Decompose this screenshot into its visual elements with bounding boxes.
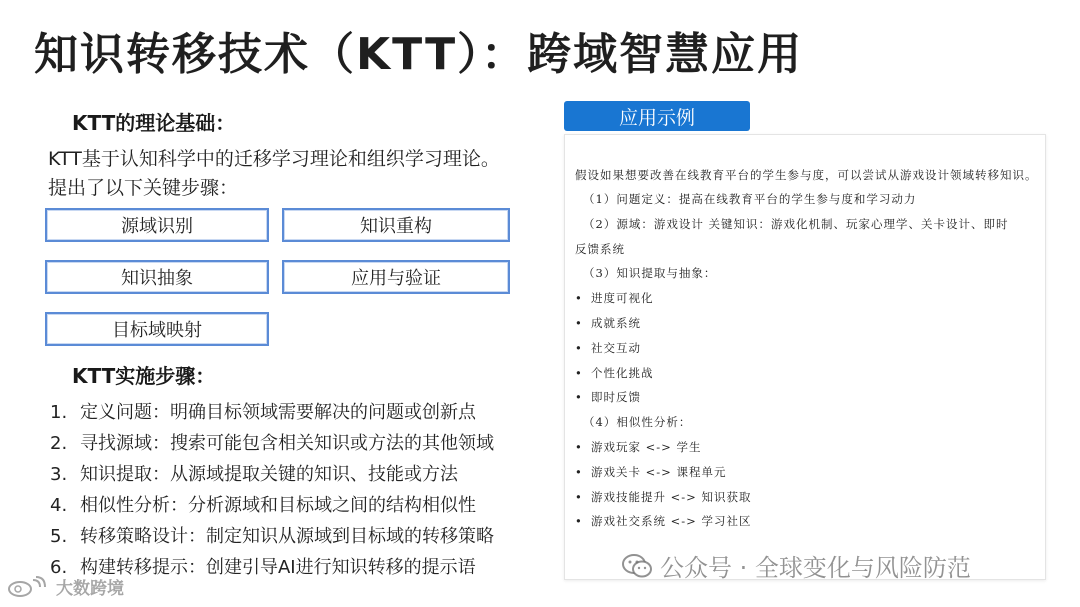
list-item: 3. 知识提取：从源域提取关键的知识、技能或方法 [50, 464, 458, 485]
example-line-source: （2）源域：游戏设计 关键知识：游戏化机制、玩家心理学、关卡设计、即时 [583, 216, 1009, 231]
step-box-application-validation: 应用与验证 [282, 260, 510, 294]
step-box-knowledge-reconstruction: 知识重构 [282, 208, 510, 242]
example-line-extraction: （3）知识提取与抽象： [583, 266, 717, 281]
list-item: • 成就系统 [575, 315, 641, 330]
brand-watermark-text: 大数跨境 [56, 579, 124, 599]
list-item: 5. 转移策略设计：制定知识从源域到目标域的转移策略 [50, 526, 494, 547]
example-panel [564, 134, 1046, 580]
example-line-source-cont: 反馈系统 [575, 241, 625, 256]
step-box-target-mapping: 目标域映射 [45, 312, 269, 346]
list-item: 2. 寻找源域：搜索可能包含相关知识或方法的其他领域 [50, 433, 494, 454]
theory-intro-line2: 提出了以下关键步骤： [48, 177, 239, 199]
page-title: 知识转移技术（KTT）：跨域智慧应用 [34, 29, 804, 80]
step-box-source-domain: 源域识别 [45, 208, 269, 242]
theory-intro-line1: KTT基于认知科学中的迁移学习理论和组织学习理论。 [48, 148, 500, 170]
list-item: • 即时反馈 [575, 390, 641, 405]
example-line-similarity: （4）相似性分析： [583, 415, 692, 430]
step-box-knowledge-abstraction: 知识抽象 [45, 260, 269, 294]
list-item: • 个性化挑战 [575, 365, 654, 380]
list-item: • 游戏关卡 <-> 课程单元 [575, 464, 727, 479]
list-item: • 进度可视化 [575, 291, 654, 306]
example-content [575, 163, 1043, 534]
wechat-watermark-text: 公众号 · 全球变化与风险防范 [660, 554, 971, 582]
wechat-watermark [622, 548, 971, 583]
list-item: • 游戏玩家 <-> 学生 [575, 439, 702, 454]
list-item: 6. 构建转移提示：创建引导AI进行知识转移的提示语 [50, 557, 476, 578]
list-item: • 游戏社交系统 <-> 学习社区 [575, 514, 752, 529]
list-item: 4. 相似性分析：分析源域和目标域之间的结构相似性 [50, 495, 476, 516]
brand-watermark [6, 574, 124, 599]
wechat-icon [622, 553, 652, 579]
implementation-heading: KTT实施步骤： [72, 364, 216, 388]
example-line-problem: （1）问题定义：提高在线教育平台的学生参与度和学习动力 [583, 192, 917, 206]
weibo-icon [6, 576, 48, 598]
list-item: 1. 定义问题：明确目标领域需要解决的问题或创新点 [50, 402, 476, 423]
example-intro: 假设如果想要改善在线教育平台的学生参与度，可以尝试从游戏设计领域转移知识。 [575, 168, 1038, 182]
theory-intro [48, 145, 548, 203]
theory-heading: KTT的理论基础： [72, 111, 236, 135]
example-tab: 应用示例 [564, 101, 750, 131]
list-item: • 社交互动 [575, 340, 641, 355]
implementation-list [50, 397, 560, 583]
list-item: • 游戏技能提升 <-> 知识获取 [575, 489, 752, 504]
